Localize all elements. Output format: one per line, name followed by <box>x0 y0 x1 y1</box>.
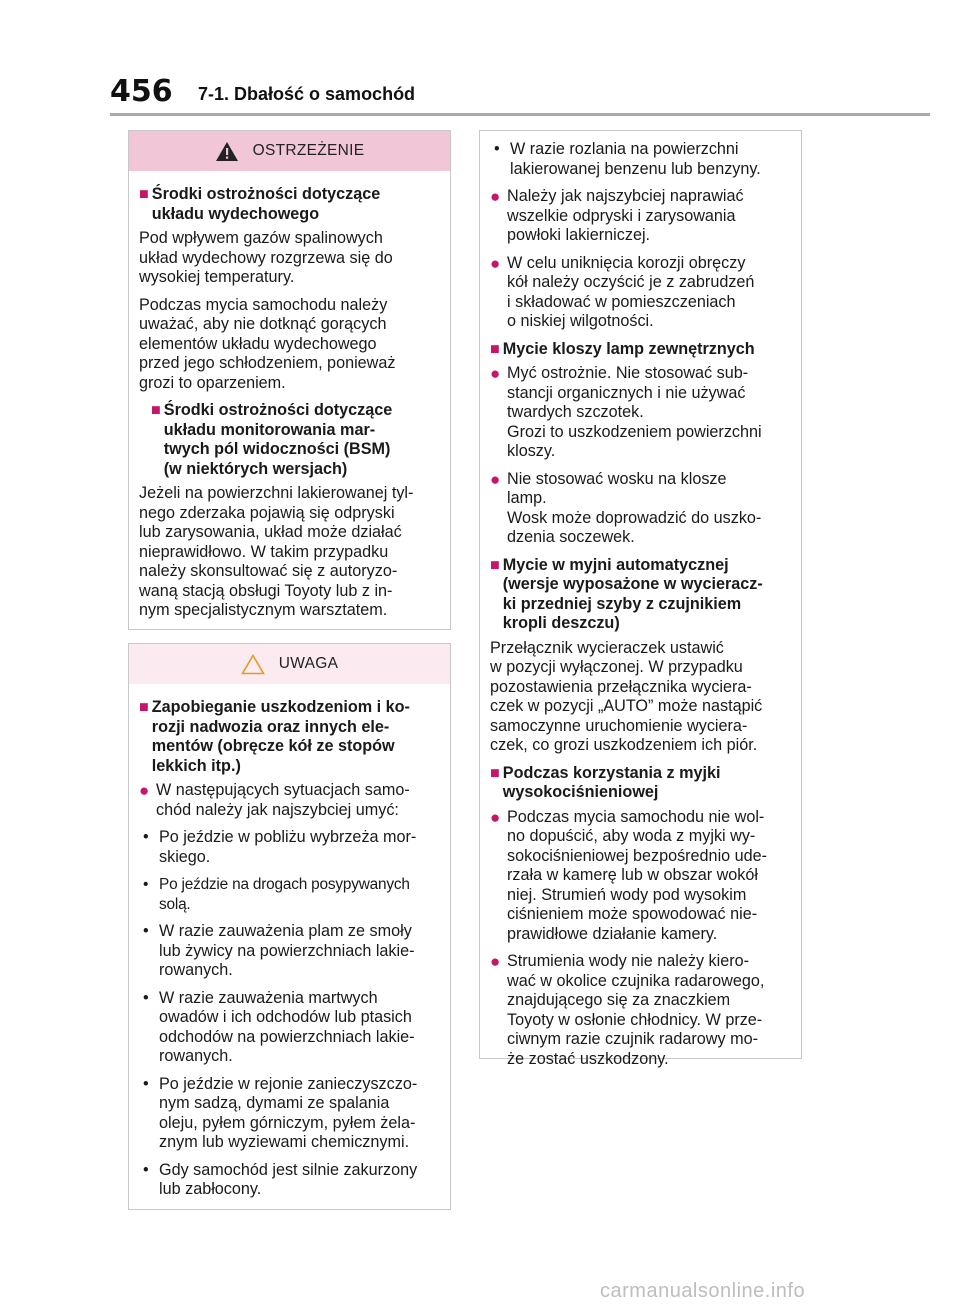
page-header <box>0 0 960 110</box>
caution-triangle-icon <box>241 654 265 675</box>
warning-box-header <box>129 131 450 171</box>
caution-box-title: UWAGA <box>278 655 339 672</box>
section-heading: ■ Mycie w myjni automatycznej (wersje wyposażone w wycieracz- ki przedniej szyby z czujnikiem kropli deszczu) <box>490 555 763 632</box>
caution-box <box>128 643 451 1210</box>
list-item: ● W następujących sytuacjach samo- chód należy jak najszybciej umyć: <box>139 781 410 819</box>
watermark: carmanualsonline.info <box>600 1280 806 1302</box>
warning-box <box>128 130 451 630</box>
list-item: ● Strumienia wody nie należy kiero- wać w okolice czujnika radarowego, znajdującego się za znaczkiem Toyoty w osłonie chłodnicy. W prze- ciwnym razie czujnik radarowy mo- że zostać uszkodzony. <box>490 952 765 1068</box>
list-item: • W razie zauważenia plam ze smoły lub żywicy na powierzchniach lakie- rowanych. <box>143 922 415 979</box>
section-heading: ■ Podczas korzystania z myjki wysokociśnieniowej <box>490 763 721 801</box>
list-item: ● W celu uniknięcia korozji obręczy kół należy oczyścić je z zabrudzeń i składować w pomieszczeniach o niskiej wilgotności. <box>490 253 755 330</box>
list-item: ● Podczas mycia samochodu nie wol- no dopuścić, aby woda z myjki wy- sokociśnieniowej bezpośrednio ude- rzała w kamerę lub w obszar wokół niej. Strumień wody pod wysokim ciśnieniem może spowodować nie- prawidłowe działanie kamery. <box>490 807 768 943</box>
list-item: ● Należy jak najszybciej naprawiać wszelkie odpryski i zarysowania powłoki lakierniczej. <box>490 187 744 244</box>
list-item: • Gdy samochód jest silnie zakurzony lub zabłocony. <box>143 1160 418 1198</box>
section-heading: ■ Mycie kloszy lamp zewnętrznych <box>490 339 755 358</box>
paragraph: Przełącznik wycieraczek ustawić w pozycji wyłączonej. W przypadku pozostawienia przełącznika wyciera- czek w pozycji „AUTO” może nastąpić samoczynne uruchomienie wyciera- czek, co grozi uszkodzeniem ich piór. <box>490 638 763 754</box>
section-heading: ■ Środki ostrożności dotyczące układu monitorowania mar- twych pól widoczności (BSM) (w niektórych wersjach) <box>151 401 393 478</box>
header-rule <box>110 113 930 116</box>
paragraph: Jeżeli na powierzchni lakierowanej tyl- nego zderzaka pojawią się odpryski lub zarysowania, układ może działać nieprawidłowo. W takim przypadku należy skonsultować się z autoryzo- waną stacją obsługi Toyoty lub z in- nym specjalistycznym warsztatem. <box>139 484 414 619</box>
paragraph: Podczas mycia samochodu należy uważać, aby nie dotknąć gorących elementów układu wydechowego przed jego schłodzeniem, ponieważ grozi to oparzeniem. <box>139 295 396 392</box>
page-number: 456 <box>110 74 173 109</box>
list-item: • W razie rozlania na powierzchni lakierowanej benzenu lub benzyny. <box>494 140 761 178</box>
section-heading: ■ Środki ostrożności dotyczące układu wydechowego <box>139 185 381 223</box>
list-item: ● Myć ostrożnie. Nie stosować sub- stancji organicznych i nie używać twardych szczotek. Grozi to uszkodzeniem powierzchni kloszy. <box>490 364 762 460</box>
warning-box-title: OSTRZEŻENIE <box>252 142 365 159</box>
list-item: • Po jeździe na drogach posypywanych solą. <box>143 876 410 913</box>
list-item: • Po jeździe w pobliżu wybrzeża mor- skiego. <box>143 828 417 866</box>
section-title: 7-1. Dbałość o samochód <box>198 84 416 104</box>
section-heading: ■ Zapobieganie uszkodzeniom i ko- rozji nadwozia oraz innych ele- mentów (obręcze kół ze stopów lekkich itp.) <box>139 698 410 775</box>
list-item: • W razie zauważenia martwych owadów i ich odchodów lub ptasich odchodów na powierzchniach lakie- rowanych. <box>143 988 415 1065</box>
paragraph: Pod wpływem gazów spalinowych układ wydechowy rozgrzewa się do wysokiej temperatury. <box>139 229 393 286</box>
list-item: ● Nie stosować wosku na klosze lamp. Wosk może doprowadzić do uszko- dzenia soczewek. <box>490 469 762 546</box>
caution-box-header <box>129 644 450 684</box>
warning-triangle-icon <box>215 141 239 162</box>
caution-box-continued <box>479 130 802 1068</box>
list-item: • Po jeździe w rejonie zanieczyszczo- nym sadzą, dymami ze spalania oleju, pyłem górniczym, pyłem żela- znym lub wyziewami chemicznymi. <box>143 1074 418 1151</box>
